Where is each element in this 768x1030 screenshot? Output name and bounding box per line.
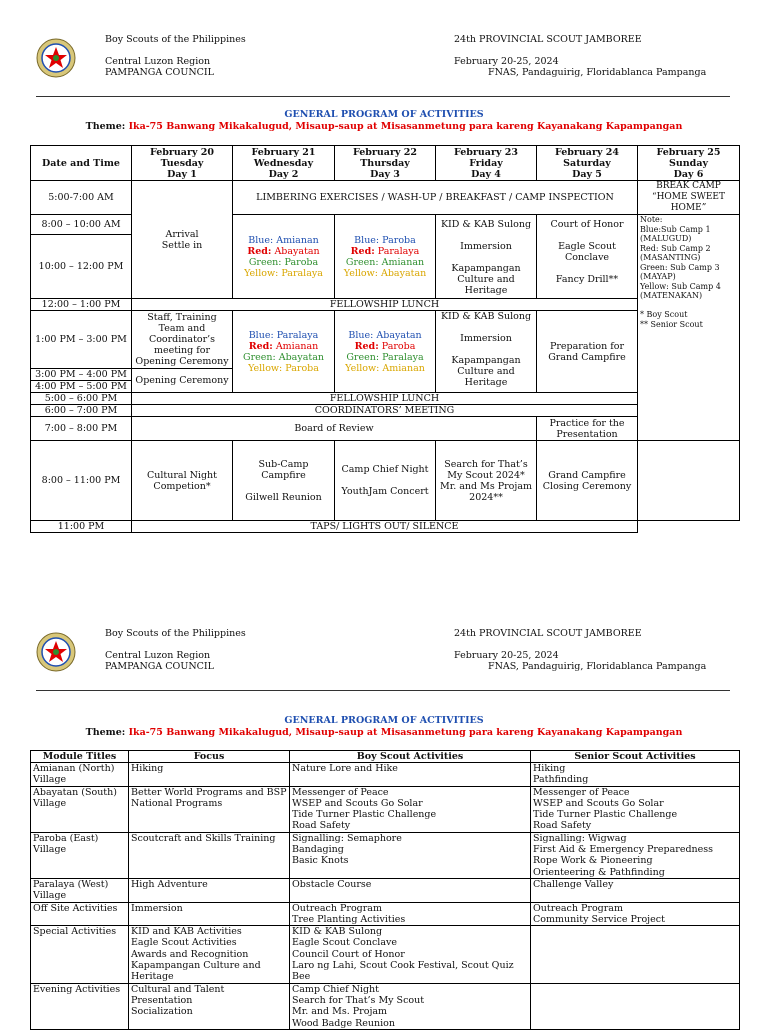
coordinators-meeting-cell: COORDINATORS’ MEETING xyxy=(132,405,638,417)
court-honor-cell: Court of Honor Eagle Scout Conclave Fancy Drill** xyxy=(537,215,638,299)
column-header: Focus xyxy=(129,751,290,763)
empty-cell xyxy=(638,441,740,521)
org-name: Boy Scouts of the Philippines xyxy=(105,34,246,45)
schedule-table xyxy=(30,145,740,533)
boy-scout-cell: Signalling: Semaphore Bandaging Basic Knots xyxy=(290,832,531,878)
module-row xyxy=(31,926,740,983)
taps-cell: TAPS/ LIGHTS OUT/ SILENCE xyxy=(132,521,638,533)
module-row xyxy=(31,983,740,1029)
time-cell: 5:00-7:00 AM xyxy=(31,181,132,215)
page-header-2 xyxy=(0,628,768,688)
rotation-cell: Blue: Paroba Red: Paralaya Green: Amianan Yellow: Abayatan xyxy=(335,215,436,299)
schedule-row xyxy=(31,405,740,417)
module-title-cell: Abayatan (South) Village xyxy=(31,786,129,832)
time-cell: 8:00 – 11:00 PM xyxy=(31,441,132,521)
module-row xyxy=(31,786,740,832)
region-name: Central Luzon Region xyxy=(105,56,211,67)
event-venue: FNAS, Pandaguirig, Floridablanca Pampanga xyxy=(488,661,707,672)
kid-kab-cell: KID & KAB Sulong Immersion Kapampangan Culture and Heritage xyxy=(436,311,537,393)
event-venue: FNAS, Pandaguirig, Floridablanca Pampanga xyxy=(488,67,707,78)
schedule-row xyxy=(31,393,740,405)
council-name: PAMPANGA COUNCIL xyxy=(105,67,214,78)
focus-cell: Hiking xyxy=(129,763,290,787)
theme-line-1: Theme: Ika-75 Banwang Mikakalugud, Misaup-saup at Misasanmetung para kareng Kayanakang Kapampangan xyxy=(85,121,683,132)
column-header: Module Titles xyxy=(31,751,129,763)
day-header: February 23 Friday Day 4 xyxy=(436,146,537,181)
event-name: 24th PROVINCIAL SCOUT JAMBOREE xyxy=(454,34,642,45)
module-row xyxy=(31,832,740,878)
grand-campfire-cell: Grand Campfire Closing Ceremony xyxy=(537,441,638,521)
bsp-seal-icon xyxy=(36,38,76,78)
column-header: Boy Scout Activities xyxy=(290,751,531,763)
modules-body xyxy=(31,763,740,1030)
module-row xyxy=(31,902,740,926)
modules-header-row xyxy=(31,751,740,763)
boy-scout-cell: Messenger of Peace WSEP and Scouts Go Solar Tide Turner Plastic Challenge Road Safety xyxy=(290,786,531,832)
subcamp-campfire-cell: Sub-Camp Campfire Gilwell Reunion xyxy=(233,441,335,521)
module-title-cell: Special Activities xyxy=(31,926,129,983)
board-review-cell: Board of Review xyxy=(132,417,537,441)
time-cell: 5:00 – 6:00 PM xyxy=(31,393,132,405)
theme-line-2: Theme: Ika-75 Banwang Mikakalugud, Misaup-saup at Misasanmetung para kareng Kayanakang Kapampangan xyxy=(85,727,683,738)
module-title-cell: Evening Activities xyxy=(31,983,129,1029)
day-header: February 21 Wednesday Day 2 xyxy=(233,146,335,181)
senior-scout-cell: Messenger of Peace WSEP and Scouts Go Solar Tide Turner Plastic Challenge Road Safety xyxy=(531,786,740,832)
focus-cell: High Adventure xyxy=(129,878,290,902)
header-rule-1 xyxy=(36,96,730,97)
module-row xyxy=(31,878,740,902)
boy-scout-cell: Nature Lore and Hike xyxy=(290,763,531,787)
day-header: February 20 Tuesday Day 1 xyxy=(132,146,233,181)
prep-campfire-cell: Preparation for Grand Campfire xyxy=(537,311,638,393)
rotation-cell: Blue: Amianan Red: Abayatan Green: Paroba Yellow: Paralaya xyxy=(233,215,335,299)
module-title-cell: Paroba (East) Village xyxy=(31,832,129,878)
time-cell: 10:00 – 12:00 PM xyxy=(31,235,132,299)
day-header: February 25 Sunday Day 6 xyxy=(638,146,740,181)
schedule-row xyxy=(31,299,740,311)
focus-cell: Cultural and Talent Presentation Socialization xyxy=(129,983,290,1029)
senior-scout-cell: Challenge Valley xyxy=(531,878,740,902)
schedule-row xyxy=(31,311,740,369)
event-dates: February 20-25, 2024 xyxy=(454,650,559,661)
focus-cell: Better World Programs and BSP National Programs xyxy=(129,786,290,832)
senior-scout-cell xyxy=(531,983,740,1029)
time-cell: 7:00 – 8:00 PM xyxy=(31,417,132,441)
focus-cell: Scoutcraft and Skills Training xyxy=(129,832,290,878)
time-cell: 3:00 PM – 4:00 PM xyxy=(31,369,132,381)
event-name: 24th PROVINCIAL SCOUT JAMBOREE xyxy=(454,628,642,639)
module-title-cell: Paralaya (West) Village xyxy=(31,878,129,902)
schedule-row xyxy=(31,441,740,521)
boy-scout-cell: KID & KAB Sulong Eagle Scout Conclave Council Court of Honor Laro ng Lahi, Scout Cook Festival, Scout Quiz Bee xyxy=(290,926,531,983)
time-cell: 4:00 PM – 5:00 PM xyxy=(31,381,132,393)
schedule-row xyxy=(31,417,740,441)
cultural-night-cell: Cultural Night Competion* xyxy=(132,441,233,521)
org-name: Boy Scouts of the Philippines xyxy=(105,628,246,639)
boy-scout-cell: Camp Chief Night Search for That’s My Scout Mr. and Ms. Projam Wood Badge Reunion xyxy=(290,983,531,1029)
time-cell: 6:00 – 7:00 PM xyxy=(31,405,132,417)
senior-scout-cell: Hiking Pathfinding xyxy=(531,763,740,787)
senior-scout-cell: Outreach Program Community Service Project xyxy=(531,902,740,926)
module-row xyxy=(31,763,740,787)
time-cell: 11:00 PM xyxy=(31,521,132,533)
rotation-cell: Blue: Paralaya Red: Amianan Green: Abayatan Yellow: Paroba xyxy=(233,311,335,393)
arrival-cell: Arrival Settle in xyxy=(132,181,233,299)
schedule-header-row xyxy=(31,146,740,181)
camp-chief-night-cell: Camp Chief Night YouthJam Concert xyxy=(335,441,436,521)
council-name: PAMPANGA COUNCIL xyxy=(105,661,214,672)
time-cell: 1:00 PM – 3:00 PM xyxy=(31,311,132,369)
focus-cell: Immersion xyxy=(129,902,290,926)
modules-table xyxy=(30,750,740,1030)
opening-ceremony-cell: Opening Ceremony xyxy=(132,369,233,393)
fellowship-lunch-cell: FELLOWSHIP LUNCH xyxy=(132,299,638,311)
note-cell: Note: Blue:Sub Camp 1 (MALUGUD) Red: Sub Camp 2 (MASANTING) Green: Sub Camp 3 (MAYAP) Yellow: Sub Camp 4 (MATENAKAN) * Boy Scout ** Senior Scout xyxy=(638,215,740,441)
break-camp-cell: BREAK CAMP “HOME SWEET HOME” xyxy=(638,181,740,215)
search-scout-cell: Search for That’s My Scout 2024* Mr. and Ms Projam 2024** xyxy=(436,441,537,521)
module-title-cell: Off Site Activities xyxy=(31,902,129,926)
schedule-row xyxy=(31,521,740,533)
rotation-cell: Blue: Abayatan Red: Paroba Green: Paralaya Yellow: Amianan xyxy=(335,311,436,393)
senior-scout-cell: Signalling: Wigwag First Aid & Emergency Preparedness Rope Work & Pioneering Orienteering & Pathfinding xyxy=(531,832,740,878)
fellowship-lunch-cell: FELLOWSHIP LUNCH xyxy=(132,393,638,405)
boy-scout-cell: Obstacle Course xyxy=(290,878,531,902)
empty-cell xyxy=(638,521,740,533)
staff-meeting-cell: Staff, Training Team and Coordinator’s meeting for Opening Ceremony xyxy=(132,311,233,369)
module-title-cell: Amianan (North) Village xyxy=(31,763,129,787)
day-header: February 22 Thursday Day 3 xyxy=(335,146,436,181)
date-time-header: Date and Time xyxy=(31,146,132,181)
column-header: Senior Scout Activities xyxy=(531,751,740,763)
header-rule-2 xyxy=(36,690,730,691)
schedule-row xyxy=(31,181,740,215)
boy-scout-cell: Outreach Program Tree Planting Activities xyxy=(290,902,531,926)
bsp-seal-icon xyxy=(36,632,76,672)
senior-scout-cell xyxy=(531,926,740,983)
program-title-1: GENERAL PROGRAM OF ACTIVITIES xyxy=(284,109,484,120)
time-cell: 12:00 – 1:00 PM xyxy=(31,299,132,311)
program-title-2: GENERAL PROGRAM OF ACTIVITIES xyxy=(284,715,484,726)
focus-cell: KID and KAB Activities Eagle Scout Activities Awards and Recognition Kapampangan Culture and Heritage xyxy=(129,926,290,983)
limbering-cell: LIMBERING EXERCISES / WASH-UP / BREAKFAST / CAMP INSPECTION xyxy=(233,181,638,215)
region-name: Central Luzon Region xyxy=(105,650,211,661)
day-header: February 24 Saturday Day 5 xyxy=(537,146,638,181)
page-header-1 xyxy=(0,34,768,94)
practice-cell: Practice for the Presentation xyxy=(537,417,638,441)
time-cell: 8:00 – 10:00 AM xyxy=(31,215,132,235)
event-dates: February 20-25, 2024 xyxy=(454,56,559,67)
kid-kab-cell: KID & KAB Sulong Immersion Kapampangan Culture and Heritage xyxy=(436,215,537,299)
